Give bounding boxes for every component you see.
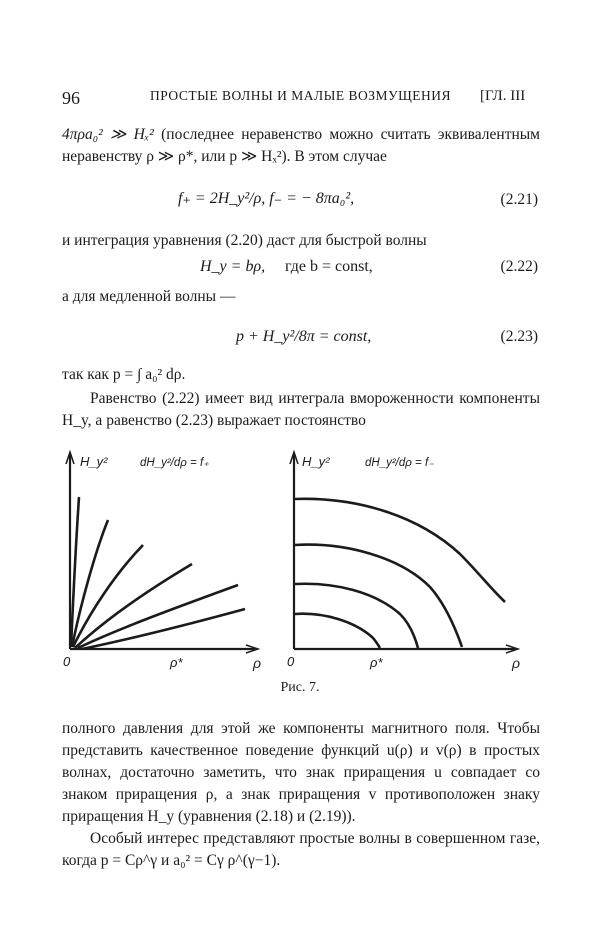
equation-2-21: f₊ = 2H_y²/ρ, f₋ = − 8πa₀²,: [178, 190, 355, 207]
left-y-label: H_y²: [80, 454, 108, 469]
inequality-lead: 4πρa₀² ≫ Hₓ²: [62, 126, 154, 143]
figure-7: [0, 442, 600, 672]
paragraph-6: полного давления для этой же компоненты магнитного поля. Чтобы представить качественное поведение функций u(ρ) и v(ρ) в простых волнах, достаточно заметить, что знак приращения u совпадает со знаком приращения ρ, а знак приращения v противоположен знаку приращения H_y (уравнения (2.18) и (2.19)).: [62, 720, 540, 825]
equation-2-23: p + H_y²/8π = const,: [236, 328, 372, 345]
right-panel: [290, 452, 518, 653]
left-formula: dH_y²/dρ = f₊: [140, 457, 210, 469]
right-curve: [295, 614, 380, 648]
paragraph-7: Особый интерес представляют простые волны в совершенном газе, когда p = Cρ^γ и a₀² = Cγ ρ^(γ−1).: [62, 830, 540, 869]
left-panel: [66, 452, 258, 653]
page-number: 96: [62, 88, 80, 108]
paragraph-4: так как p = ∫ a₀² dρ.: [62, 366, 186, 383]
equation-2-22-number: (2.22): [500, 258, 538, 275]
right-y-label: H_y²: [302, 454, 330, 469]
paragraph-1: [62, 124, 540, 168]
paragraph-2: и интеграция уравнения (2.20) даст для быстрой волны: [62, 232, 427, 249]
paragraph-3: а для медленной волны —: [62, 288, 236, 305]
chapter-label: [ГЛ. III: [480, 88, 526, 104]
equation-2-22-note: где b = const,: [285, 258, 373, 275]
right-curve: [295, 545, 462, 647]
left-curve: [75, 564, 192, 648]
left-origin: 0: [63, 654, 71, 669]
equation-2-23-number: (2.23): [500, 328, 538, 345]
left-curve: [82, 609, 245, 649]
right-formula: dH_y²/dρ = f₋: [365, 457, 435, 469]
paragraph-5: Равенство (2.22) имеет вид интеграла вмороженности компоненты H_y, а равенство (2.23) выражает постоянство: [62, 390, 540, 429]
left-x-label: ρ: [253, 655, 262, 671]
right-origin: 0: [287, 654, 295, 669]
right-x-label: ρ: [512, 655, 521, 671]
figure-caption: Рис. 7.: [280, 680, 320, 695]
right-curve: [295, 584, 418, 648]
right-curve: [295, 499, 505, 602]
equation-2-21-number: (2.21): [500, 191, 538, 208]
running-title: ПРОСТЫЕ ВОЛНЫ И МАЛЫЕ ВОЗМУЩЕНИЯ: [150, 88, 451, 103]
equation-2-22: H_y = bρ,: [200, 258, 266, 275]
paragraph-1-text: (последнее неравенство можно считать эквивалентным неравенству ρ ≫ ρ*, или p ≫ Hₓ²). В этом случае: [62, 126, 540, 165]
left-x-tick: ρ*: [170, 655, 183, 670]
right-x-tick: ρ*: [370, 655, 383, 670]
